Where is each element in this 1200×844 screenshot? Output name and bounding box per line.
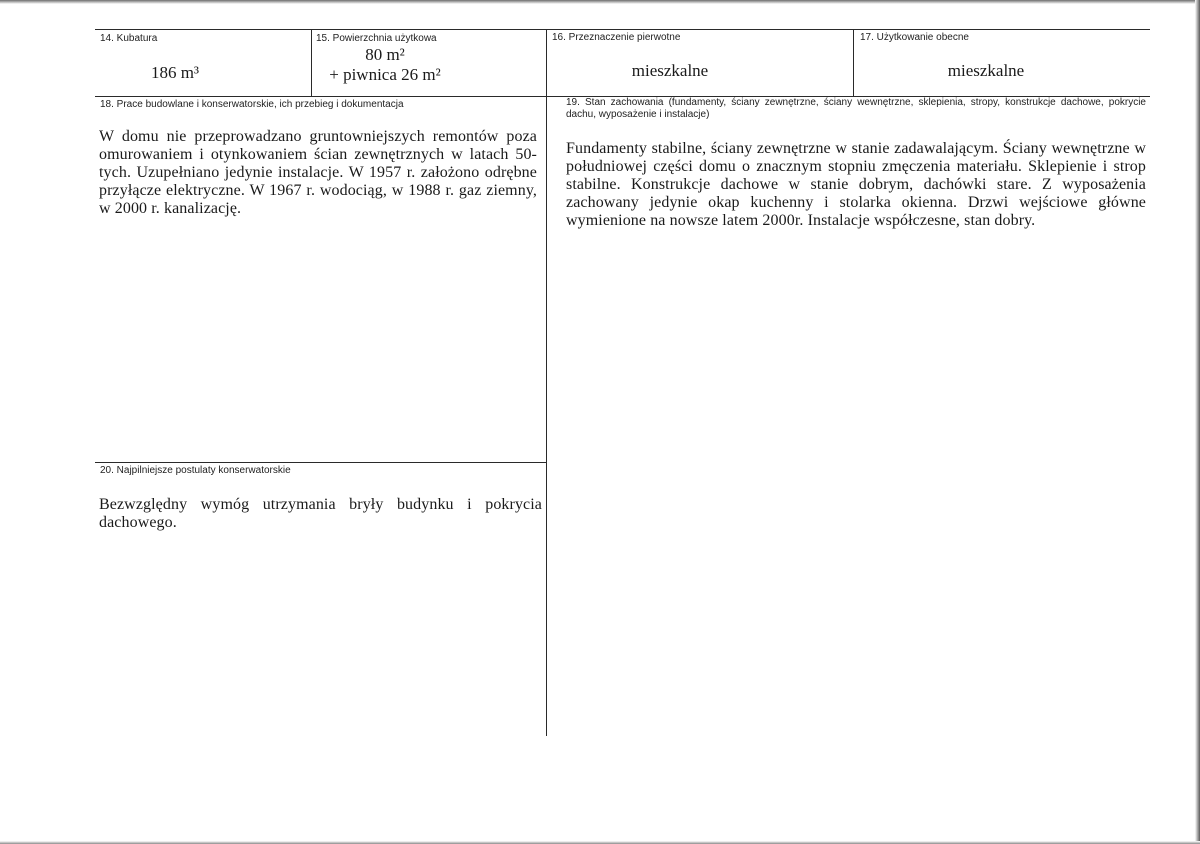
field-19-label: 19. Stan zachowania (fundamenty, ściany zewnętrzne, ściany wewnętrzne, sklepienia, stropy, konstrukcje dachowe, pokrycie dachu, wyposażenie i instalacje) (566, 97, 1146, 120)
field-18-text: W domu nie przeprowadzano gruntowniejszych remontów poza omurowaniem i otynkowaniem ścian zewnętrznych w latach 50-tych. Uzupełniano jedynie instalacje. W 1957 r. założono odrębne przyłącze elektryczne. W 1967 r. wodociąg, w 1988 r. gaz ziemny, w 2000 r. kanalizację. (99, 128, 537, 217)
grid-line-top (95, 29, 1150, 30)
scan-edge-top (0, 0, 1200, 4)
field-15-label: 15. Powierzchnia użytkowa (316, 33, 437, 44)
field-18-label: 18. Prace budowlane i konserwatorskie, ich przebieg i dokumentacja (100, 99, 404, 110)
field-20-label: 20. Najpilniejsze postulaty konserwatorskie (100, 465, 291, 476)
field-19-text: Fundamenty stabilne, ściany zewnętrzne w stanie zadawalającym. Ściany wewnętrzne w południowej części domu o znacznym stopniu zmęczenia materiału. Sklepienie i strop stabilne. Konstrukcje dachowe w stanie dobrym, dachówki stare. Z wyposażenia zachowany jedynie okap kuchenny i stolarka okienna. Drzwi wejściowe główne wymienione na nowsze latem 2000r. Instalacje współczesne, stan dobry. (566, 140, 1146, 229)
grid-line-center (546, 29, 547, 736)
field-14-label: 14. Kubatura (100, 33, 158, 44)
scan-edge-right (1195, 0, 1200, 844)
field-16-label: 16. Przeznaczenie pierwotne (552, 32, 681, 43)
field-15-value-line1: 80 m² (365, 45, 405, 64)
field-17-label: 17. Użytkowanie obecne (860, 32, 969, 43)
grid-line-col-14-15 (311, 29, 312, 96)
field-14-value: 186 m³ (150, 63, 200, 82)
field-15-value-line2: + piwnica 26 m² (329, 65, 441, 84)
field-17-value: mieszkalne (947, 61, 1025, 80)
grid-line-col-16-17 (853, 29, 854, 96)
field-16-value: mieszkalne (631, 61, 709, 80)
field-20-text: Bezwzględny wymóg utrzymania bryły budynku i pokrycia dachowego. (99, 496, 542, 531)
grid-line-section20-top (95, 462, 547, 463)
